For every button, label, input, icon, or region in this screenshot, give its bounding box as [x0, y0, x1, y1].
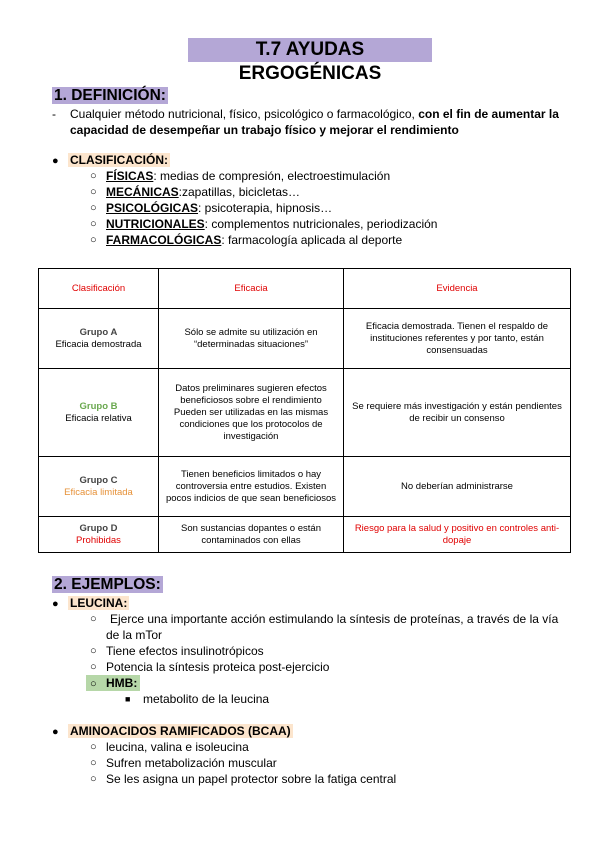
- classification-heading: [68, 152, 170, 168]
- header-eficacia: Eficacia: [159, 269, 344, 309]
- classification-desc: : psicoterapia, hipnosis…: [198, 201, 333, 215]
- circle-bullet-icon: ○: [90, 661, 97, 673]
- leucina-item: Ejerce una importante acción estimulando la síntesis de proteínas, a través de la vía: [110, 612, 559, 626]
- leucina-heading-text: LEUCINA:: [70, 596, 128, 610]
- header-evidencia: Evidencia: [344, 269, 571, 309]
- evidencia-cell: Se requiere más investigación y están pendientes de recibir un consenso: [344, 369, 571, 457]
- page-title: T.7 AYUDAS ERGOGÉNICAS: [188, 38, 432, 62]
- table-header-row: [39, 269, 571, 309]
- classification-desc: :zapatillas, bicicletas…: [178, 185, 301, 199]
- classification-term: FARMACOLÓGICAS: [106, 233, 222, 247]
- group-cell: [39, 369, 159, 457]
- hmb-heading: [86, 675, 140, 691]
- eficacia-cell: Sólo se admite su utilización en “determinadas situaciones”: [159, 309, 344, 369]
- evidencia-cell: Riesgo para la salud y positivo en controles anti-dopaje: [344, 517, 571, 553]
- classification-item: [106, 216, 437, 232]
- leucina-heading: [68, 595, 129, 611]
- circle-bullet-icon: ○: [90, 186, 97, 198]
- circle-bullet-icon: ○: [90, 757, 97, 769]
- classification-term: NUTRICIONALES: [106, 217, 205, 231]
- group-name: Grupo C: [79, 474, 118, 486]
- section-heading-definicion-text: 1. DEFINICIÓN:: [54, 87, 166, 104]
- circle-bullet-icon: ○: [90, 645, 97, 657]
- section-heading-ejemplos-text: 2. EJEMPLOS:: [54, 576, 161, 593]
- classification-item: [106, 200, 332, 216]
- section-heading-ejemplos: [52, 575, 163, 594]
- circle-bullet-icon: ○: [90, 218, 97, 230]
- group-label: Eficacia limitada: [64, 486, 133, 498]
- circle-bullet-icon: ○: [90, 170, 97, 182]
- table-row: [39, 457, 571, 517]
- group-name: Grupo D: [79, 522, 118, 534]
- classification-term: MECÁNICAS: [106, 185, 179, 199]
- bullet-icon: ●: [52, 598, 59, 610]
- section-heading-definicion: [52, 86, 168, 105]
- eficacia-cell: Son sustancias dopantes o están contaminados con ellas: [159, 517, 344, 553]
- eficacia-cell: Datos preliminares sugieren efectos beneficiosos sobre el rendimiento Pueden ser utilizadas en las mismas condiciones que los protocolos de investigación: [159, 369, 344, 457]
- definition-text: [70, 106, 590, 122]
- table-row: [39, 517, 571, 553]
- group-name: Grupo B: [79, 400, 118, 412]
- bcaa-heading: [68, 723, 293, 739]
- classification-item: [106, 168, 390, 184]
- classification-desc: : medias de compresión, electroestimulación: [153, 169, 391, 183]
- bcaa-item: leucina, valina e isoleucina: [106, 740, 249, 754]
- definition-bold-1: con el fin de aumentar la: [418, 107, 559, 121]
- circle-bullet-icon: ○: [90, 773, 97, 785]
- group-label: Prohibidas: [76, 534, 121, 546]
- bcaa-item: Sufren metabolización muscular: [106, 756, 277, 770]
- group-cell: [39, 517, 159, 553]
- classification-desc: : complementos nutricionales, periodización: [204, 217, 438, 231]
- table-row: [39, 309, 571, 369]
- evidencia-cell: No deberían administrarse: [344, 457, 571, 517]
- group-cell: [39, 457, 159, 517]
- hmb-item: metabolito de la leucina: [143, 692, 270, 706]
- circle-bullet-icon: ○: [90, 202, 97, 214]
- bcaa-item: Se les asigna un papel protector sobre la fatiga central: [106, 772, 397, 786]
- definition-text-line2: [70, 122, 459, 138]
- header-clasificacion: Clasificación: [39, 269, 159, 309]
- classification-heading-text: CLASIFICACIÓN:: [70, 153, 168, 167]
- classification-table: [38, 268, 571, 553]
- bullet-icon: ●: [52, 155, 59, 167]
- group-cell: [39, 309, 159, 369]
- bcaa-heading-text: AMINOACIDOS RAMIFICADOS (BCAA): [70, 724, 291, 738]
- evidencia-cell: Eficacia demostrada. Tienen el respaldo de instituciones referentes y por tanto, están consensuadas: [344, 309, 571, 369]
- hmb-heading-text: HMB:: [106, 676, 138, 690]
- group-label: Eficacia demostrada: [55, 338, 142, 350]
- circle-bullet-icon: ○: [90, 678, 97, 690]
- classification-item: [106, 184, 300, 200]
- classification-item: [106, 232, 402, 248]
- definition-plain: Cualquier método nutricional, físico, psicológico o farmacológico,: [70, 107, 419, 121]
- classification-term: PSICOLÓGICAS: [106, 201, 199, 215]
- leucina-item: Tiene efectos insulinotrópicos: [106, 644, 264, 658]
- circle-bullet-icon: ○: [90, 613, 97, 625]
- definition-bold-2: capacidad de desempeñar un trabajo físico y mejorar el rendimiento: [70, 123, 459, 137]
- bullet-icon: ●: [52, 726, 59, 738]
- classification-desc: : farmacología aplicada al deporte: [221, 233, 403, 247]
- dash-bullet: -: [52, 107, 56, 121]
- leucina-item-cont: de la mTor: [106, 628, 163, 642]
- group-label: Eficacia relativa: [65, 412, 132, 424]
- group-name: Grupo A: [79, 326, 118, 338]
- circle-bullet-icon: ○: [90, 741, 97, 753]
- leucina-item: Potencia la síntesis proteica post-ejercicio: [106, 660, 330, 674]
- classification-term: FÍSICAS: [106, 169, 154, 183]
- table-row: [39, 369, 571, 457]
- circle-bullet-icon: ○: [90, 234, 97, 246]
- eficacia-cell: Tienen beneficios limitados o hay controversia entre estudios. Existen pocos indicios de que sean beneficiosos: [159, 457, 344, 517]
- square-bullet-icon: ■: [125, 694, 131, 704]
